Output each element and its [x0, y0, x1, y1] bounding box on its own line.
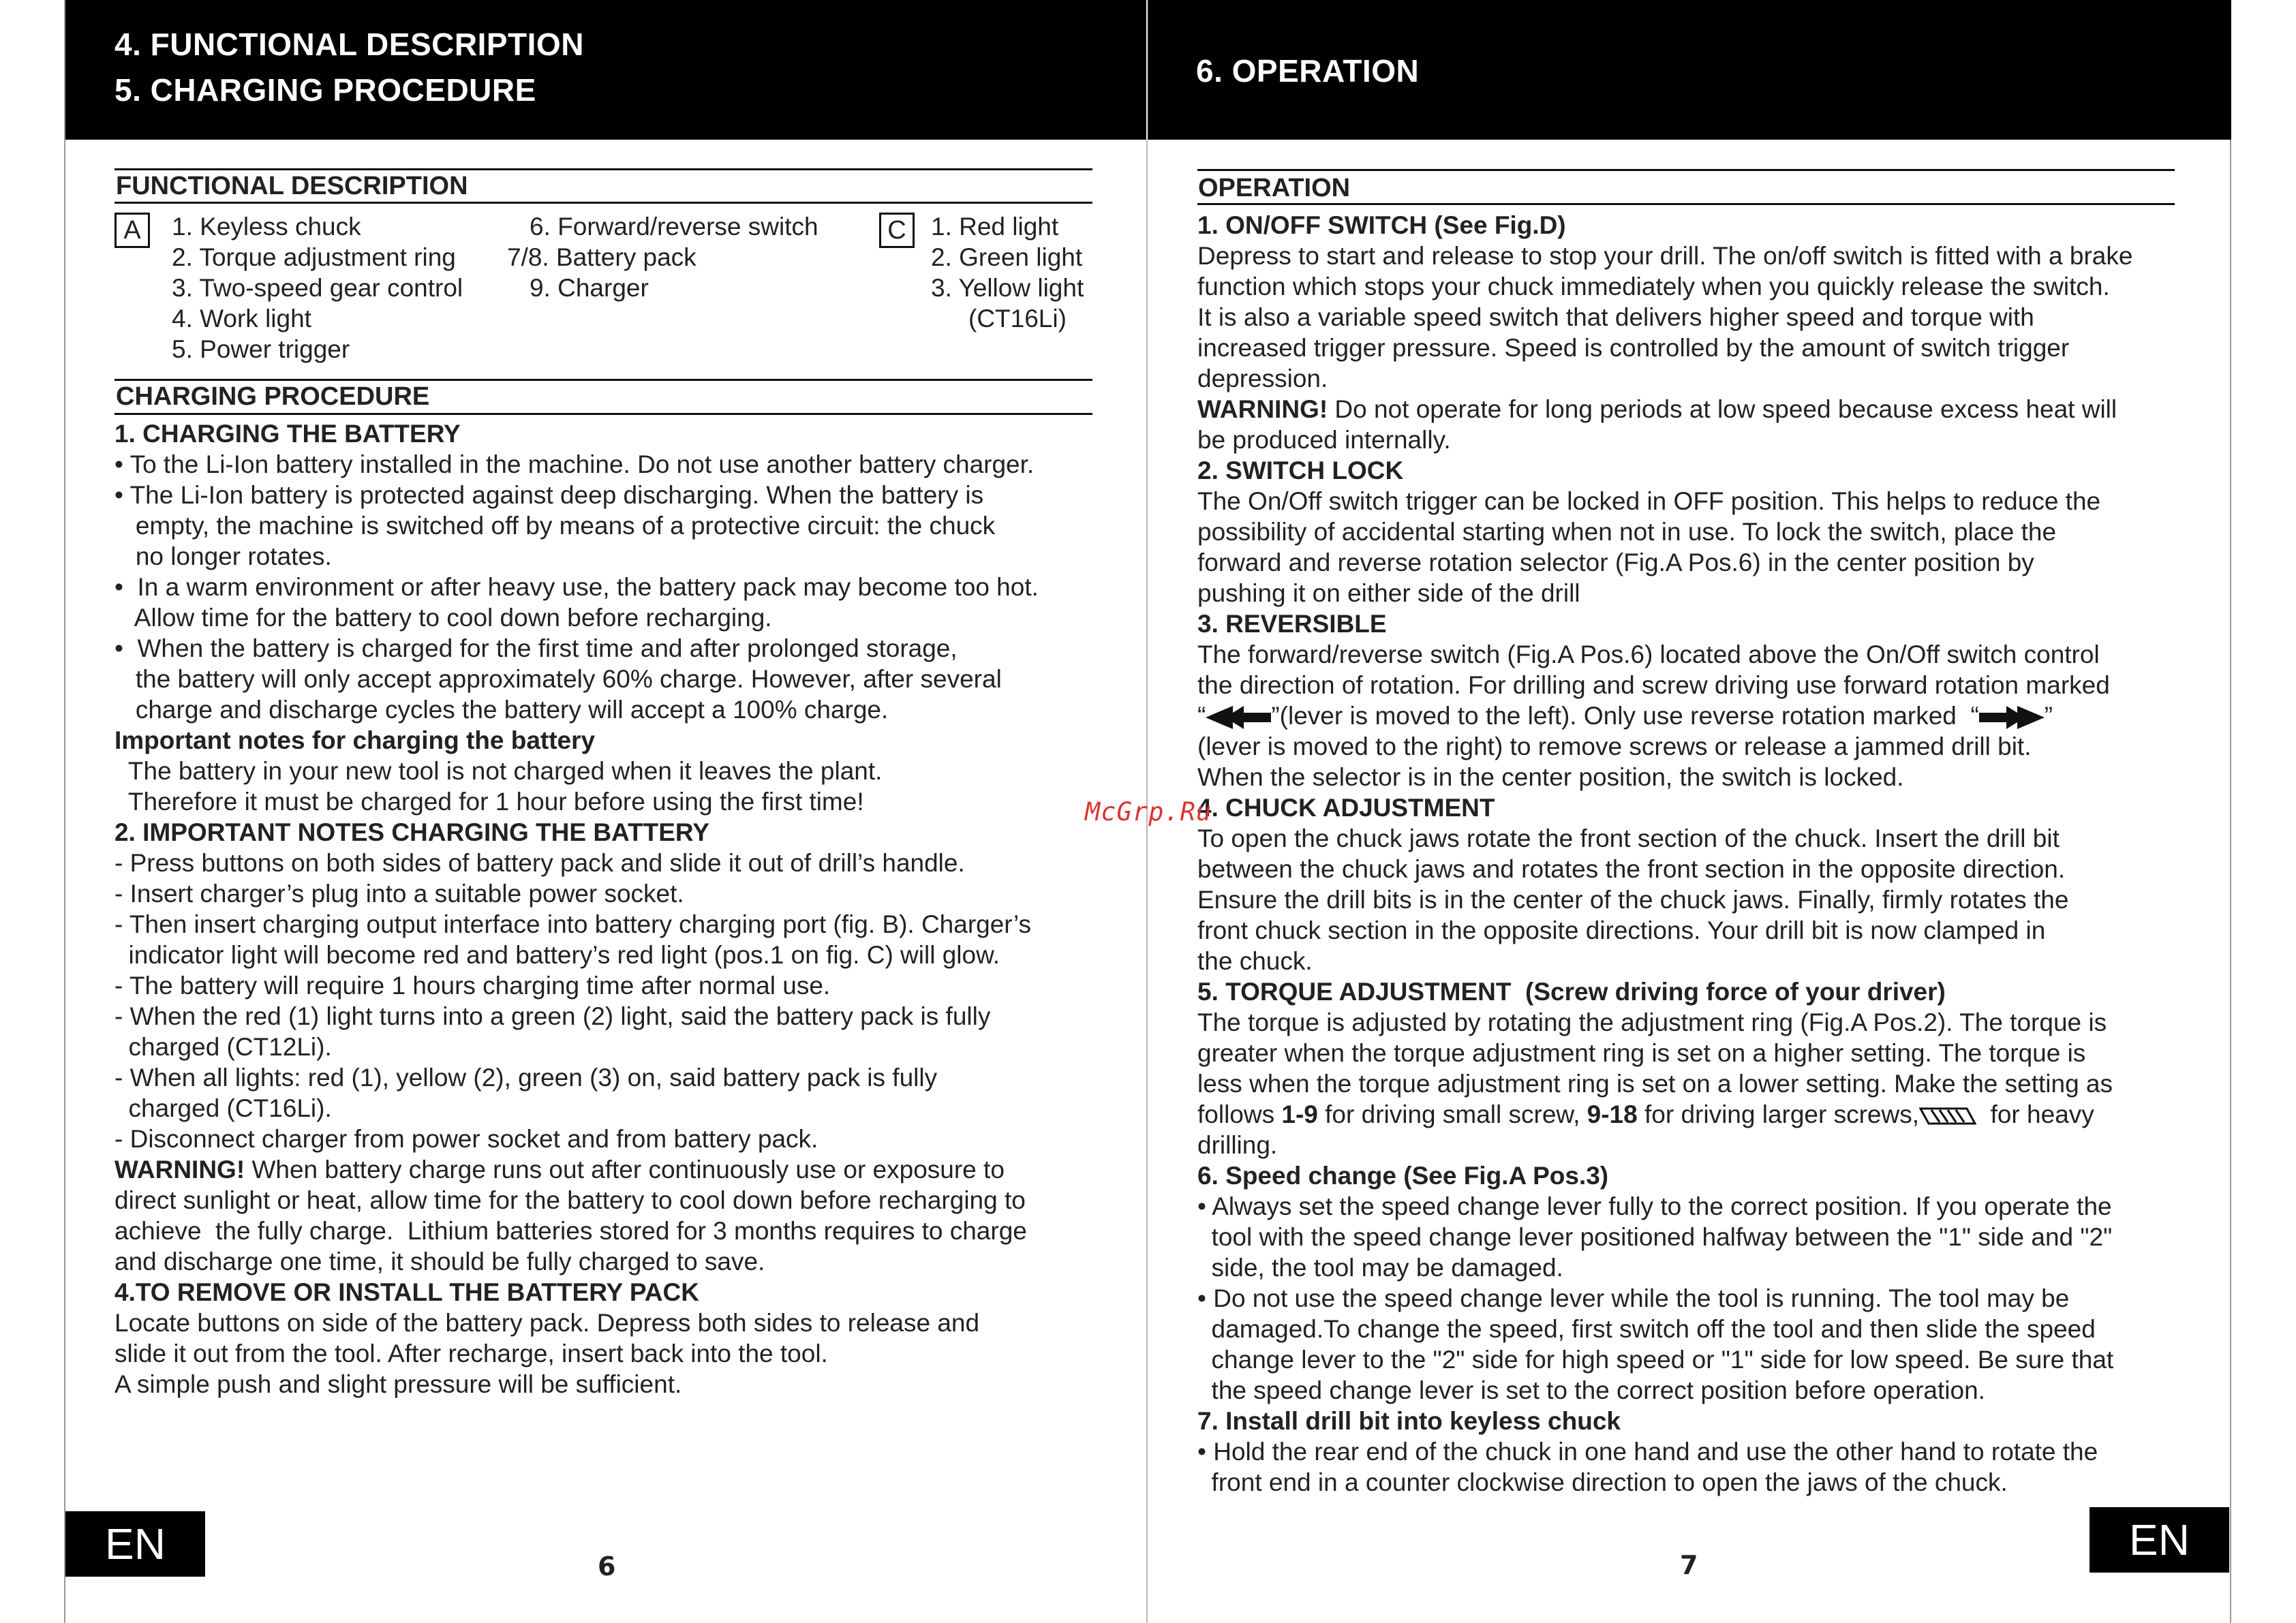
page-number-left: 6 [598, 1551, 616, 1581]
list-item: 4. Work light [172, 305, 311, 333]
subheading: 6. Speed change (See Fig.A Pos.3) [1197, 1162, 1609, 1190]
body-line: empty, the machine is switched off by means of a protective circuit: the chuck [114, 512, 996, 540]
operation-heading: OPERATION [1198, 174, 1351, 202]
body-line: direct sunlight or heat, allow time for the battery to cool down before recharging to [114, 1186, 1026, 1214]
body-line: charged (CT16Li). [114, 1094, 332, 1122]
arrow-right-icon [1979, 705, 2045, 730]
body-line: • To the Li-Ion battery installed in the machine. Do not use another battery charger. [114, 450, 1035, 478]
body-line: - Then insert charging output interface into battery charging port (fig. B). Charger’s [114, 910, 1032, 938]
body-line: - The battery will require 1 hours charging time after normal use. [114, 972, 831, 1000]
body-line: slide it out from the tool. After recharge, insert back into the tool. [114, 1340, 828, 1367]
body-line: the battery will only accept approximately 60% charge. However, after several [114, 665, 1002, 693]
subheading: 1. ON/OFF SWITCH (See Fig.D) [1197, 211, 1566, 239]
body-line: • Do not use the speed change lever while the tool is running. The tool may be [1197, 1284, 2070, 1312]
list-item: 3. Yellow light [931, 274, 1084, 302]
box-label-c: C [879, 213, 915, 248]
box-label-a: A [114, 213, 150, 248]
left-edge-line [64, 0, 65, 1623]
left-header [65, 0, 1146, 140]
body-line: A simple push and slight pressure will be sufficient. [114, 1370, 682, 1398]
subheading: 3. REVERSIBLE [1197, 610, 1387, 638]
body-line: and discharge one time, it should be fully charged to save. [114, 1248, 765, 1276]
arrow-left-icon [1206, 705, 1271, 730]
warning-label: WARNING! [114, 1156, 245, 1184]
body-line: pushing it on either side of the drill [1197, 579, 1580, 607]
subheading: 1. CHARGING THE BATTERY [114, 420, 461, 448]
body-line: for heavy [1976, 1100, 2094, 1128]
functional-heading: FUNCTIONAL DESCRIPTION [116, 172, 468, 200]
drill-setting-icon [1919, 1106, 1976, 1126]
body-line: • Hold the rear end of the chuck in one hand and use the other hand to rotate the [1197, 1438, 2098, 1466]
subheading: 4. CHUCK ADJUSTMENT [1197, 794, 1495, 822]
body-line: no longer rotates. [114, 542, 332, 570]
body-line: It is also a variable speed switch that delivers higher speed and torque with [1197, 303, 2034, 331]
subheading: 7. Install drill bit into keyless chuck [1197, 1407, 1621, 1435]
right-header-line1: 6. OPERATION [1196, 53, 1420, 89]
body-line: • In a warm environment or after heavy use, the battery pack may become too hot. [114, 573, 1039, 601]
left-header-line1: 4. FUNCTIONAL DESCRIPTION [114, 27, 584, 62]
subheading: 2. IMPORTANT NOTES CHARGING THE BATTERY [114, 818, 709, 846]
body-line: possibility of accidental starting when not in use. To lock the switch, place the [1197, 518, 2057, 546]
rule-under-functional [114, 202, 1092, 204]
body-line: less when the torque adjustment ring is set on a lower setting. Make the setting as [1197, 1070, 2113, 1098]
list-item: 6. Forward/reverse switch [530, 213, 818, 241]
body-line: The torque is adjusted by rotating the adjustment ring (Fig.A Pos.2). The torque is [1197, 1008, 2107, 1036]
body-line: Do not operate for long periods at low speed because excess heat will [1328, 395, 2117, 423]
rule-under-operation [1197, 203, 2175, 205]
body-line: ”(lever is moved to the left). Only use reverse rotation marked “ [1271, 702, 1979, 730]
subheading: 5. TORQUE ADJUSTMENT (Screw driving force of your driver) [1197, 978, 1946, 1006]
body-line: tool with the speed change lever positioned halfway between the "1" side and "2" [1197, 1223, 2113, 1251]
body-line: for driving small screw, [1317, 1100, 1587, 1128]
body-line: drilling. [1197, 1131, 1278, 1159]
right-edge-line [2230, 0, 2231, 1623]
body-line: front chuck section in the opposite directions. Your drill bit is now clamped in [1197, 916, 2046, 944]
body-line: follows [1197, 1100, 1282, 1128]
torque-range-small: 1-9 [1281, 1100, 1318, 1128]
list-item: 3. Two-speed gear control [172, 274, 463, 302]
warning-label: WARNING! [1197, 395, 1328, 423]
body-line: function which stops your chuck immediately when you quickly release the switch. [1197, 273, 2110, 300]
body-line: • When the battery is charged for the first time and after prolonged storage, [114, 634, 958, 662]
body-line: When the selector is in the center position, the switch is locked. [1197, 763, 1904, 791]
body-line: be produced internally. [1197, 426, 1451, 454]
body-line: - Insert charger’s plug into a suitable power socket. [114, 880, 684, 908]
page-number-right: 7 [1680, 1550, 1698, 1580]
left-header-line2: 5. CHARGING PROCEDURE [114, 72, 536, 108]
language-tab-left: EN [65, 1511, 205, 1577]
body-line: the speed change lever is set to the correct position before operation. [1197, 1376, 1985, 1404]
list-item: 7/8. Battery pack [507, 243, 697, 271]
list-item: 2. Green light [931, 243, 1083, 271]
quote-open: “ [1197, 702, 1206, 730]
body-line: increased trigger pressure. Speed is controlled by the amount of switch trigger [1197, 334, 2070, 362]
body-line: depression. [1197, 365, 1328, 392]
body-line: between the chuck jaws and rotates the front section in the opposite direction. [1197, 855, 2066, 883]
body-line: for driving larger screws, [1637, 1100, 1920, 1128]
body-line: the direction of rotation. For drilling and screw driving use forward rotation marked [1197, 671, 2110, 699]
body-line: damaged.To change the speed, first switch off the tool and then slide the speed [1197, 1315, 2096, 1343]
language-tab-right: EN [2090, 1507, 2229, 1573]
body-line: change lever to the "2" side for high speed or "1" side for low speed. Be sure that [1197, 1346, 2114, 1374]
body-line: - When the red (1) light turns into a green (2) light, said the battery pack is fully [114, 1002, 991, 1030]
body-line: - Disconnect charger from power socket and from battery pack. [114, 1125, 818, 1153]
warning-line [1197, 394, 2117, 424]
body-line: charged (CT12Li). [114, 1033, 332, 1061]
body-line: Depress to start and release to stop your drill. The on/off switch is fitted with a brake [1197, 242, 2133, 270]
body-line: achieve the fully charge. Lithium batteries stored for 3 months requires to charge [114, 1217, 1027, 1245]
page-divider [1146, 140, 1148, 1623]
quote-close: ” [2044, 702, 2053, 730]
torque-line [1197, 1099, 2094, 1130]
list-item: 5. Power trigger [172, 335, 350, 363]
body-line: (lever is moved to the right) to remove screws or release a jammed drill bit. [1197, 732, 2032, 760]
body-line: Ensure the drill bits is in the center of the chuck jaws. Finally, firmly rotates the [1197, 886, 2069, 914]
body-line: To open the chuck jaws rotate the front section of the chuck. Insert the drill bit [1197, 824, 2060, 852]
list-item: 2. Torque adjustment ring [172, 243, 456, 271]
watermark: McGrp.Ru [1085, 797, 1212, 826]
charging-heading: CHARGING PROCEDURE [116, 382, 430, 411]
subheading: 2. SWITCH LOCK [1197, 457, 1404, 484]
body-line: indicator light will become red and battery’s red light (pos.1 on fig. C) will glow. [114, 941, 1000, 969]
body-line: Therefore it must be charged for 1 hour before using the first time! [114, 788, 864, 816]
body-line: • The Li-Ion battery is protected against deep discharging. When the battery is [114, 481, 984, 509]
list-item: 9. Charger [530, 274, 649, 302]
body-line: forward and reverse rotation selector (Fig.A Pos.6) in the center position by [1197, 548, 2034, 576]
rule-under-charging [114, 413, 1092, 415]
list-item: 1. Red light [931, 213, 1059, 241]
body-line: Locate buttons on side of the battery pack. Depress both sides to release and [114, 1309, 980, 1337]
body-line: charge and discharge cycles the battery will accept a 100% charge. [114, 696, 889, 724]
reversible-line [1197, 700, 2053, 731]
rule-top-functional [114, 168, 1092, 170]
body-line: side, the tool may be damaged. [1197, 1254, 1563, 1282]
subheading: 4.TO REMOVE OR INSTALL THE BATTERY PACK [114, 1278, 699, 1306]
body-line: The forward/reverse switch (Fig.A Pos.6) located above the On/Off switch control [1197, 640, 2100, 668]
warning-line [114, 1154, 1005, 1185]
list-item: (CT16Li) [968, 305, 1067, 333]
body-line: greater when the torque adjustment ring is set on a higher setting. The torque is [1197, 1039, 2086, 1067]
body-line: When battery charge runs out after continuously use or exposure to [251, 1156, 1005, 1184]
body-line: • Always set the speed change lever fully to the correct position. If you operate the [1197, 1192, 2112, 1220]
body-line: Allow time for the battery to cool down before recharging. [114, 604, 772, 632]
body-line: The On/Off switch trigger can be locked in OFF position. This helps to reduce the [1197, 487, 2101, 515]
list-item: 1. Keyless chuck [172, 213, 361, 241]
body-line: front end in a counter clockwise direction to open the jaws of the chuck. [1197, 1468, 2008, 1496]
body-line: the chuck. [1197, 947, 1313, 975]
body-line: - When all lights: red (1), yellow (2), green (3) on, said battery pack is fully [114, 1064, 938, 1092]
subheading: Important notes for charging the battery [114, 726, 596, 754]
rule-top-charging [114, 379, 1092, 381]
right-header [1148, 0, 2231, 140]
rule-top-operation [1197, 169, 2175, 171]
body-line: The battery in your new tool is not charged when it leaves the plant. [114, 757, 883, 785]
torque-range-large: 9-18 [1587, 1100, 1638, 1128]
body-line: - Press buttons on both sides of battery pack and slide it out of drill’s handle. [114, 849, 965, 877]
